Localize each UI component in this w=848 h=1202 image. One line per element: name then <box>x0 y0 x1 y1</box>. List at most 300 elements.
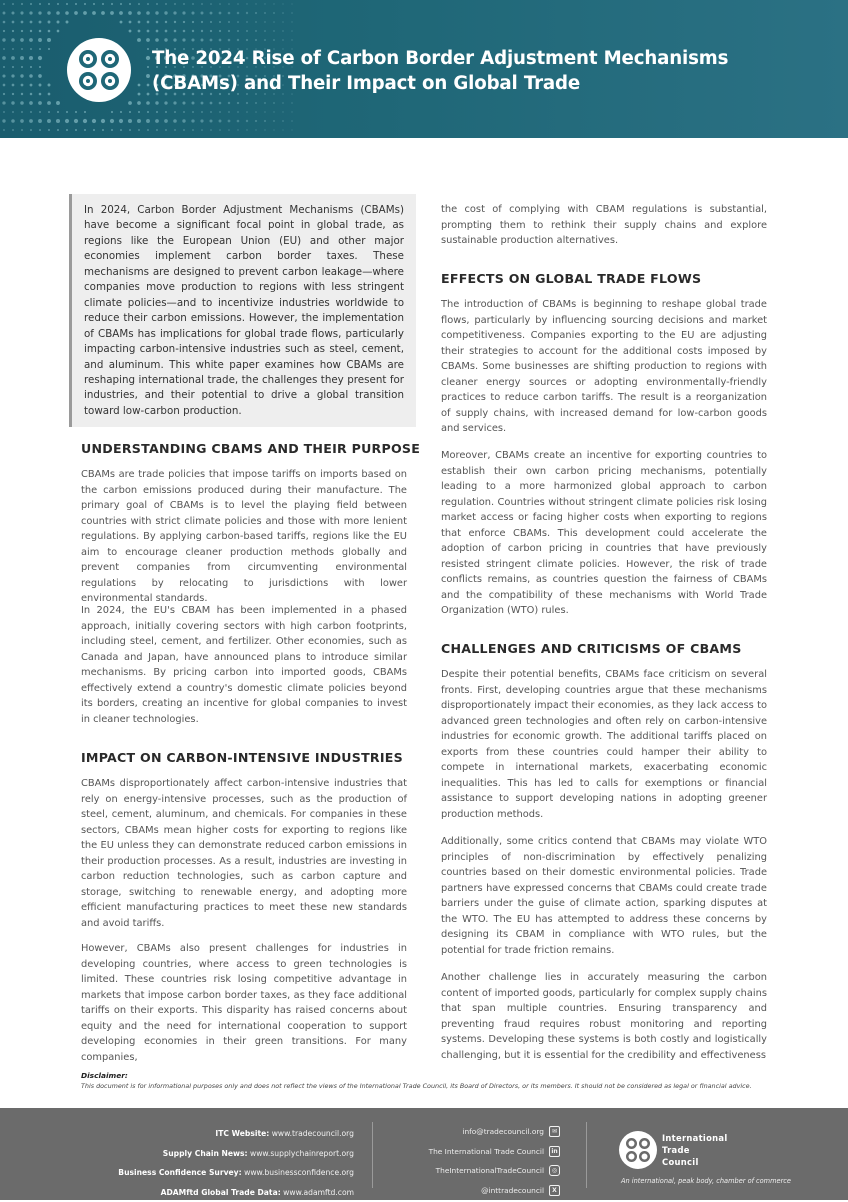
decorative-dot <box>12 66 14 68</box>
decorative-dot <box>255 30 257 32</box>
decorative-dot <box>12 129 14 131</box>
section-heading-effects: EFFECTS ON GLOBAL TRADE FLOWS <box>441 271 771 286</box>
decorative-dot <box>12 21 15 24</box>
decorative-dot <box>228 3 230 5</box>
decorative-dot <box>138 84 141 87</box>
decorative-dot <box>84 111 86 113</box>
decorative-dot <box>2 74 5 77</box>
decorative-dot <box>30 3 32 5</box>
decorative-dot <box>246 21 248 23</box>
decorative-dot <box>210 102 213 105</box>
decorative-dot <box>129 30 132 33</box>
decorative-dot <box>156 111 158 113</box>
decorative-dot <box>210 30 212 32</box>
contact-email[interactable] <box>400 1122 560 1142</box>
decorative-dot <box>128 101 132 105</box>
decorative-dot <box>146 119 150 123</box>
decorative-dot <box>147 66 149 68</box>
decorative-dot <box>39 84 42 87</box>
decorative-dot <box>83 11 87 15</box>
decorative-dot <box>93 129 95 131</box>
decorative-dot <box>20 56 24 60</box>
decorative-dot <box>182 38 185 41</box>
decorative-dot <box>65 119 69 123</box>
decorative-dot <box>12 48 14 50</box>
decorative-dot <box>92 11 96 15</box>
decorative-dot <box>137 38 141 42</box>
decorative-dot <box>155 11 158 14</box>
effects-paragraph-1: The introduction of CBAMs is beginning to reshape global trade flows, particularly by influencing sourcing decisions and market competitiveness. Companies exporting to the EU are adjusting their strategies to account for the additional costs imposed by CBAMs. Some businesses are shifting production to regions with cleaner energy sources or adopting environmentally-friendly practices to reduce carbon tariffs. The result is a reorganization of supply chains, with increased demand for low-carbon goods and services. <box>441 297 767 437</box>
decorative-dot <box>38 119 42 123</box>
decorative-dot <box>273 3 274 4</box>
decorative-dot <box>183 21 185 23</box>
decorative-dot <box>48 21 51 24</box>
decorative-dot <box>282 30 284 32</box>
decorative-dot <box>282 3 283 4</box>
footer-divider <box>372 1122 373 1188</box>
decorative-dot <box>246 39 248 41</box>
footer-link-row[interactable] <box>118 1183 354 1202</box>
decorative-dot <box>11 119 15 123</box>
decorative-dot <box>3 66 5 68</box>
decorative-dot <box>138 3 140 5</box>
decorative-dot <box>282 120 284 122</box>
decorative-dot <box>174 3 176 5</box>
decorative-dot <box>39 21 42 24</box>
decorative-dot <box>255 3 256 4</box>
decorative-dot <box>30 48 32 50</box>
decorative-dot <box>237 102 239 104</box>
decorative-dot <box>11 56 15 60</box>
decorative-dot <box>192 129 194 131</box>
decorative-dot <box>3 12 6 15</box>
footer-link-url[interactable]: www.supplychainreport.org <box>250 1149 354 1158</box>
footer-link-url[interactable]: www.adamftd.com <box>283 1188 354 1197</box>
decorative-dot <box>210 12 213 15</box>
decorative-dot <box>138 129 140 131</box>
decorative-dot <box>291 39 293 41</box>
decorative-dot <box>21 93 23 95</box>
decorative-dot <box>30 30 32 32</box>
decorative-dot <box>39 30 42 33</box>
disclaimer-title: Disclaimer: <box>81 1071 128 1080</box>
decorative-dot <box>65 11 69 15</box>
decorative-dot <box>2 38 5 41</box>
decorative-dot <box>102 3 104 5</box>
decorative-dot <box>273 30 275 32</box>
decorative-dot <box>237 30 239 32</box>
decorative-dot <box>111 111 113 113</box>
decorative-dot <box>74 11 78 15</box>
contact-x[interactable] <box>400 1181 560 1201</box>
decorative-dot <box>264 39 266 41</box>
decorative-dot <box>164 11 167 14</box>
mail-icon: ✉ <box>549 1126 560 1137</box>
decorative-dot <box>291 120 293 122</box>
decorative-dot <box>83 119 87 123</box>
footer-link-row[interactable] <box>118 1144 354 1164</box>
decorative-dot <box>11 101 14 104</box>
decorative-dot <box>101 11 105 15</box>
decorative-dot <box>138 21 141 24</box>
brand-word: International <box>662 1132 728 1144</box>
decorative-dot <box>192 30 194 32</box>
decorative-dot <box>21 3 23 5</box>
decorative-dot <box>228 111 230 113</box>
effects-paragraph-2: Moreover, CBAMs create an incentive for exporting countries to establish their own carbon pricing mechanisms, potentially leading to a more harmonized global approach to carbon regulation. Countries without stringent climate policies risk losing market access or facing higher costs when exporting to regions that enforce CBAMs. This development could accelerate the adoption of carbon pricing in countries that have previously resisted stringent climate policies. However, the risk of trade conflicts remains, as countries question the fairness of CBAMs and the compatibility of these mechanisms with World Trade Organization (WTO) rules. <box>441 448 767 619</box>
decorative-dot <box>110 119 114 123</box>
decorative-dot <box>174 30 177 33</box>
decorative-dot <box>3 30 5 32</box>
decorative-dot <box>38 101 42 105</box>
decorative-dot <box>273 12 275 14</box>
decorative-dot <box>138 30 141 33</box>
decorative-dot <box>3 3 5 5</box>
decorative-dot <box>147 21 150 24</box>
decorative-dot <box>155 101 158 104</box>
decorative-dot <box>29 11 32 14</box>
decorative-dot <box>273 21 275 23</box>
decorative-dot <box>282 21 284 23</box>
decorative-dot <box>21 111 23 113</box>
decorative-dot <box>201 30 203 32</box>
decorative-dot <box>173 119 177 123</box>
decorative-dot <box>219 39 222 42</box>
linkedin-icon: in <box>549 1146 560 1157</box>
decorative-dot <box>84 129 86 131</box>
contact-linkedin[interactable] <box>400 1142 560 1162</box>
decorative-dot <box>66 129 68 131</box>
decorative-dot <box>173 101 176 104</box>
decorative-dot <box>11 11 14 14</box>
decorative-dot <box>29 56 33 60</box>
decorative-dot <box>192 3 194 5</box>
decorative-dot <box>264 102 266 104</box>
decorative-dot <box>182 101 185 104</box>
decorative-dot <box>110 11 114 15</box>
decorative-dot <box>255 39 257 41</box>
decorative-dot <box>56 11 60 15</box>
decorative-dot <box>246 129 247 130</box>
decorative-dot <box>146 101 150 105</box>
decorative-dot <box>3 129 5 131</box>
decorative-dot <box>291 129 292 130</box>
decorative-dot <box>219 30 221 32</box>
contact-x-text[interactable]: @inttradecouncil <box>481 1181 544 1201</box>
footer-link-label: ADAMftd Global Trade Data: <box>161 1188 281 1197</box>
footer-link-label: Business Confidence Survey: <box>118 1168 241 1177</box>
decorative-dot <box>111 129 113 131</box>
intro-text: In 2024, Carbon Border Adjustment Mechanisms (CBAMs) have become a significant focal point in global trade, as regions like the European Union (EU) and other major economies implement carbon border taxes. These mechanisms are designed to prevent carbon leakage—where companies move production to regions with less stringent climate policies—and to incentivize industries worldwide to reduce their carbon emissions. However, the implementation of CBAMs has implications for global trade flows, particularly impacting carbon-intensive industries such as steel, cement, and aluminum. This white paper examines how CBAMs are reshaping international trade, the challenges they present for industries, and their potential to drive a global transition toward low-carbon production. <box>84 203 404 419</box>
decorative-dot <box>210 111 212 113</box>
decorative-dot <box>48 84 51 87</box>
decorative-dot <box>273 111 274 112</box>
decorative-dot <box>219 129 221 131</box>
decorative-dot <box>255 129 256 130</box>
decorative-dot <box>147 48 149 50</box>
footer <box>0 1108 848 1200</box>
decorative-dot <box>30 111 32 113</box>
decorative-dot <box>129 129 131 131</box>
decorative-dot <box>201 3 203 5</box>
decorative-dot <box>228 102 230 104</box>
decorative-dot <box>20 119 24 123</box>
decorative-dot <box>155 119 159 123</box>
decorative-dot <box>147 129 149 131</box>
decorative-dot <box>48 48 50 50</box>
itc-logo-icon <box>66 37 132 103</box>
decorative-dot <box>183 30 186 33</box>
decorative-dot <box>255 111 257 113</box>
decorative-dot <box>246 30 248 32</box>
impact-paragraph-2: However, CBAMs also present challenges for industries in developing countries, where access to green technologies is limited. These countries risk losing competitive advantage in markets that impose carbon border taxes, as they face additional tariffs on their exports. This disparity has raised concerns about equity and the need for international cooperation to support developing economies in their green transitions. For many companies, <box>81 941 407 1065</box>
decorative-dot <box>201 102 204 105</box>
decorative-dot <box>228 30 230 32</box>
footer-links <box>118 1124 354 1202</box>
decorative-dot <box>48 30 51 33</box>
decorative-dot <box>282 102 284 104</box>
decorative-dot <box>47 38 51 42</box>
decorative-dot <box>191 38 194 41</box>
footer-link-row[interactable] <box>118 1124 354 1144</box>
decorative-dot <box>201 129 203 131</box>
footer-link-label: ITC Website: <box>215 1129 269 1138</box>
decorative-dot <box>147 30 150 33</box>
decorative-dot <box>129 21 132 24</box>
decorative-dot <box>228 120 231 123</box>
decorative-dot <box>93 3 95 5</box>
decorative-dot <box>237 39 239 41</box>
decorative-dot <box>147 84 150 87</box>
decorative-dot <box>146 11 150 15</box>
decorative-dot <box>147 3 149 5</box>
decorative-dot <box>48 111 50 113</box>
decorative-dot <box>2 101 5 104</box>
decorative-dot <box>210 39 213 42</box>
decorative-dot <box>210 21 212 23</box>
page-title <box>152 46 822 96</box>
decorative-dot <box>237 129 238 130</box>
decorative-dot <box>47 11 50 14</box>
decorative-dot <box>57 3 59 5</box>
decorative-dot <box>173 38 176 41</box>
decorative-dot <box>39 129 41 131</box>
decorative-dot <box>129 3 131 5</box>
decorative-dot <box>210 129 212 131</box>
decorative-dot <box>273 102 275 104</box>
decorative-dot <box>219 102 222 105</box>
decorative-dot <box>219 21 221 23</box>
decorative-dot <box>291 3 292 4</box>
decorative-dot <box>291 102 293 104</box>
decorative-dot <box>57 111 59 113</box>
decorative-dot <box>120 3 122 5</box>
decorative-dot <box>137 101 141 105</box>
decorative-dot <box>74 119 78 123</box>
decorative-dot <box>138 93 141 96</box>
decorative-dot <box>164 101 167 104</box>
decorative-dot <box>146 56 150 60</box>
decorative-dot <box>174 129 176 131</box>
contact-instagram-text[interactable]: TheInternationalTradeCouncil <box>436 1161 544 1181</box>
title-line-2: (CBAMs) and Their Impact on Global Trade <box>152 71 822 96</box>
decorative-dot <box>57 30 60 33</box>
decorative-dot <box>138 111 140 113</box>
decorative-dot <box>237 120 240 123</box>
decorative-dot <box>273 120 275 122</box>
decorative-dot <box>12 111 14 113</box>
decorative-dot <box>246 102 248 104</box>
decorative-dot <box>38 56 42 60</box>
decorative-dot <box>237 111 239 113</box>
decorative-dot <box>210 3 212 5</box>
decorative-dot <box>111 3 113 5</box>
decorative-dot <box>102 129 104 131</box>
decorative-dot <box>155 38 159 42</box>
decorative-dot <box>255 12 257 14</box>
decorative-dot <box>75 111 77 113</box>
intro-box <box>69 194 416 427</box>
challenges-paragraph-2: Additionally, some critics contend that CBAMs may violate WTO principles of non-discrimination by effectively penalizing countries based on their domestic environmental policies. Trade partners have expressed concerns that CBAMs could create trade barriers under the guise of climate action, sparking disputes at the WTO. The EU has attempted to address these concerns by designing its CBAM in compliance with WTO rules, but the potential for trade friction remains. <box>441 834 767 958</box>
decorative-dot <box>156 30 159 33</box>
decorative-dot <box>38 38 42 42</box>
decorative-dot <box>30 129 32 131</box>
decorative-dot <box>3 21 6 24</box>
decorative-dot <box>182 11 185 14</box>
decorative-dot <box>201 21 203 23</box>
decorative-dot <box>3 93 5 95</box>
decorative-dot <box>192 111 194 113</box>
decorative-dot <box>38 11 41 14</box>
decorative-dot <box>146 74 150 78</box>
decorative-dot <box>57 129 59 131</box>
decorative-dot <box>192 21 194 23</box>
decorative-dot <box>264 120 266 122</box>
decorative-dot <box>174 111 176 113</box>
decorative-dot <box>21 66 23 68</box>
decorative-dot <box>147 93 150 96</box>
decorative-dot <box>219 120 222 123</box>
decorative-dot <box>291 21 292 22</box>
decorative-dot <box>30 66 32 68</box>
decorative-dot <box>56 101 60 105</box>
decorative-dot <box>273 129 274 130</box>
decorative-dot <box>174 21 176 23</box>
decorative-dot <box>30 21 33 24</box>
decorative-dot <box>29 74 33 78</box>
decorative-dot <box>291 12 293 14</box>
contact-email-text[interactable]: info@tradecouncil.org <box>462 1122 544 1142</box>
footer-contacts <box>400 1122 560 1200</box>
decorative-dot <box>66 21 69 24</box>
contact-linkedin-text[interactable]: The International Trade Council <box>429 1142 544 1162</box>
decorative-dot <box>201 12 204 15</box>
decorative-dot <box>11 74 14 77</box>
decorative-dot <box>48 93 51 96</box>
contact-instagram[interactable] <box>400 1161 560 1181</box>
decorative-dot <box>183 3 185 5</box>
decorative-dot <box>282 12 284 14</box>
decorative-dot <box>165 3 167 5</box>
decorative-dot <box>165 111 167 113</box>
decorative-dot <box>147 111 149 113</box>
understanding-paragraph-1: CBAMs are trade policies that impose tariffs on imports based on the carbon emissions produced during their manufacture. The primary goal of CBAMs is to level the playing field between countries with strict climate policies and those with more lenient regulations. By applying carbon-based tariffs, regions like the EU aim to encourage cleaner production methods globally and prevent companies from circumventing environmental regulations by relocating to jurisdictions with lower environmental standards. <box>81 467 407 607</box>
brand-word: Council <box>662 1156 728 1168</box>
decorative-dot <box>228 39 231 42</box>
footer-link-row[interactable] <box>118 1163 354 1183</box>
instagram-icon: ◎ <box>549 1165 560 1176</box>
decorative-dot <box>128 119 132 123</box>
footer-link-url[interactable]: www.tradecouncil.org <box>272 1129 354 1138</box>
decorative-dot <box>191 119 194 122</box>
decorative-dot <box>291 30 293 32</box>
decorative-dot <box>29 38 33 42</box>
decorative-dot <box>237 21 239 23</box>
decorative-dot <box>120 111 122 113</box>
understanding-paragraph-2: In 2024, the EU's CBAM has been implemented in a phased approach, initially covering sectors with high carbon footprints, including steel, cement, and fertilizer. Other economies, such as Canada and Japan, have announced plans to introduce similar mechanisms. By pricing carbon into imported goods, CBAMs effectively extend a country's domestic climate policies beyond its borders, creating an incentive for global companies to invest in cleaner technologies. <box>81 603 407 727</box>
decorative-dot <box>255 21 257 23</box>
decorative-dot <box>165 21 167 23</box>
decorative-dot <box>39 93 42 96</box>
decorative-dot <box>2 119 5 122</box>
decorative-dot <box>273 39 275 41</box>
decorative-dot <box>29 101 33 105</box>
decorative-dot <box>156 21 159 24</box>
decorative-dot <box>47 101 51 105</box>
decorative-dot <box>3 84 6 87</box>
decorative-dot <box>182 119 185 122</box>
decorative-dot <box>282 111 283 112</box>
decorative-dot <box>66 3 68 5</box>
challenges-paragraph-3: Another challenge lies in accurately measuring the carbon content of imported goods, particularly for complex supply chains that span multiple countries. Ensuring transparency and preventing fraud requires robust monitoring and reporting systems. Developing these systems is both costly and logistically challenging, but it is essential for the credibility and effectiveness <box>441 970 767 1063</box>
decorative-dot <box>191 11 194 14</box>
footer-link-label: Supply Chain News: <box>163 1149 248 1158</box>
decorative-dot <box>246 12 248 14</box>
decorative-dot <box>21 30 23 32</box>
footer-link-url[interactable]: www.businessconfidence.org <box>244 1168 354 1177</box>
disclaimer-text: This document is for informational purposes only and does not reflect the views of the International Trade Council, its Board of Directors, or its members. It should not be considered as legal or financial advice. <box>81 1082 781 1090</box>
decorative-dot <box>255 102 257 104</box>
decorative-dot <box>156 3 158 5</box>
decorative-dot <box>12 3 14 5</box>
itc-footer-logo-icon <box>618 1130 658 1170</box>
section-heading-impact: IMPACT ON CARBON-INTENSIVE INDUSTRIES <box>81 750 411 765</box>
decorative-dot <box>264 3 265 4</box>
decorative-dot <box>164 119 168 123</box>
decorative-dot <box>237 12 240 15</box>
decorative-dot <box>39 66 41 68</box>
decorative-dot <box>47 119 51 123</box>
decorative-dot <box>20 11 23 14</box>
decorative-dot <box>146 38 150 42</box>
decorative-dot <box>228 129 230 131</box>
decorative-dot <box>75 3 77 5</box>
impact-paragraph-1: CBAMs disproportionately affect carbon-intensive industries that rely on energy-intensive processes, such as the production of steel, cement, aluminum, and chemicals. For companies in these sectors, CBAMs mean higher costs for exporting to regions like the EU unless they can demonstrate reduced carbon emissions in their production processes. As a result, industries are investing in carbon reduction technologies, such as carbon capture and storage, switching to renewable energy, and adopting more efficient manufacturing practices to meet these new standards and avoid tariffs. <box>81 776 407 931</box>
decorative-dot <box>2 56 6 60</box>
decorative-dot <box>48 3 50 5</box>
decorative-dot <box>48 129 50 131</box>
x-icon: X <box>549 1185 560 1196</box>
decorative-dot <box>119 119 123 123</box>
decorative-dot <box>129 111 131 113</box>
decorative-dot <box>173 11 176 14</box>
decorative-dot <box>183 129 185 131</box>
decorative-dot <box>101 119 105 123</box>
decorative-dot <box>137 11 141 15</box>
decorative-dot <box>120 129 122 131</box>
decorative-dot <box>264 12 266 14</box>
decorative-dot <box>219 12 222 15</box>
